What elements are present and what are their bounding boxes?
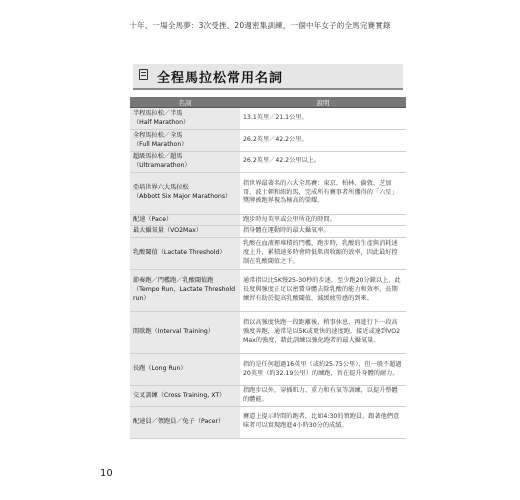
table-row — [130, 226, 406, 238]
term-name: 長跑（Long Run） — [130, 354, 240, 386]
term-name: 間歇跑（Interval Training） — [130, 312, 240, 354]
term-description: 賽道上提示時間的跑者，比如4:30的領跑員，跟著他們意味者可以實現跑進4小時30分的成績。 — [240, 406, 406, 438]
term-description: 乳酸在血液裡堆積的門檻，跑步時，乳酸的生產與消耗速度上升，累積速多時會降低肌肉收縮的效率，因此最好控制在乳酸閾值之下。 — [240, 238, 406, 270]
term-name: 半程馬拉松／半馬 （Half Marathon） — [130, 108, 240, 130]
section-title-bar — [133, 64, 403, 90]
term-name: 乳酸閾值（Lactate Threshold） — [130, 238, 240, 270]
page-number: 10 — [100, 468, 113, 479]
term-name: 配速（Pace） — [130, 214, 240, 226]
table-row — [130, 406, 406, 438]
table-row — [130, 152, 406, 173]
table-row — [130, 386, 406, 407]
term-description: 指身體在運動時的最大攝氧率。 — [240, 226, 406, 238]
table-row — [130, 130, 406, 152]
section-title: 全程馬拉松常用名詞 — [157, 71, 284, 86]
term-description: 指以高強度快跑一段距離後，稍事休息，再進行下一段高強度奔跑，通常是以5K或更快的速度跑，接近或達到VO2Max的強度，藉此訓練以強化跑者的最大攝氧量。 — [240, 312, 406, 354]
term-description: 26.2英里／42.2公里。 — [240, 130, 406, 152]
term-name: 最大攝氧量（VO2Max） — [130, 226, 240, 238]
terms-table — [130, 97, 406, 439]
term-name: 配速員／領跑員／兔子（Pacer） — [130, 406, 240, 438]
table-row — [130, 354, 406, 386]
term-description: 13.1英里／21.1公里。 — [240, 108, 406, 130]
term-name: 節奏跑／門檻跑／乳酸閾值跑 （Tempo Run、Lactate Threshold run） — [130, 270, 240, 312]
table-row — [130, 270, 406, 312]
document-icon — [139, 69, 148, 80]
column-header-description: 說明 — [240, 97, 406, 108]
table-row — [130, 214, 406, 226]
term-name: 亞培世界六大馬拉松 （Abbott Six Major Marathons） — [130, 172, 240, 214]
running-header: 十年、一場全馬夢：3次受挫、20週密集訓練，一個中年女子的全馬完賽實錄 — [129, 21, 391, 30]
term-name: 交叉訓練（Cross Training, XT） — [130, 386, 240, 407]
term-description: 指的是任何超過16英里（或約25.75公里），但一般不超過20英里（約32.19公里）的練跑，旨在提升身體的耐力。 — [240, 354, 406, 386]
table-row — [130, 312, 406, 354]
term-description: 跑步時每英里或公里所花的時間。 — [240, 214, 406, 226]
term-description: 通常指以比5K慢25-30秒的步速，至少跑20分鐘以上，此長度與強度正足以密費身體去除乳酸的能力和效率，長期練習有助於提高乳酸閾值，減緩疲勞感的到來。 — [240, 270, 406, 312]
table-header-row — [130, 97, 406, 108]
term-description: 指世界最著名的六大全馬賽：東京、柏林、倫敦、芝加哥、波士頓和紐約馬，完成所有賽事者所獲得的「六星」獎牌被跑界視為極高的榮耀。 — [240, 172, 406, 214]
table-row — [130, 108, 406, 130]
term-name: 超級馬拉松／超馬 （Ultramarathon） — [130, 152, 240, 173]
term-description: 26.2英里／42.2公里以上。 — [240, 152, 406, 173]
term-name: 全程馬拉松／全馬 （Full Marathon） — [130, 130, 240, 152]
table-row — [130, 172, 406, 214]
column-header-term: 名詞 — [130, 97, 240, 108]
term-description: 指跑步以外，穿插肌力、重力和有氧等訓練，以提升整體的體能。 — [240, 386, 406, 407]
table-row — [130, 238, 406, 270]
